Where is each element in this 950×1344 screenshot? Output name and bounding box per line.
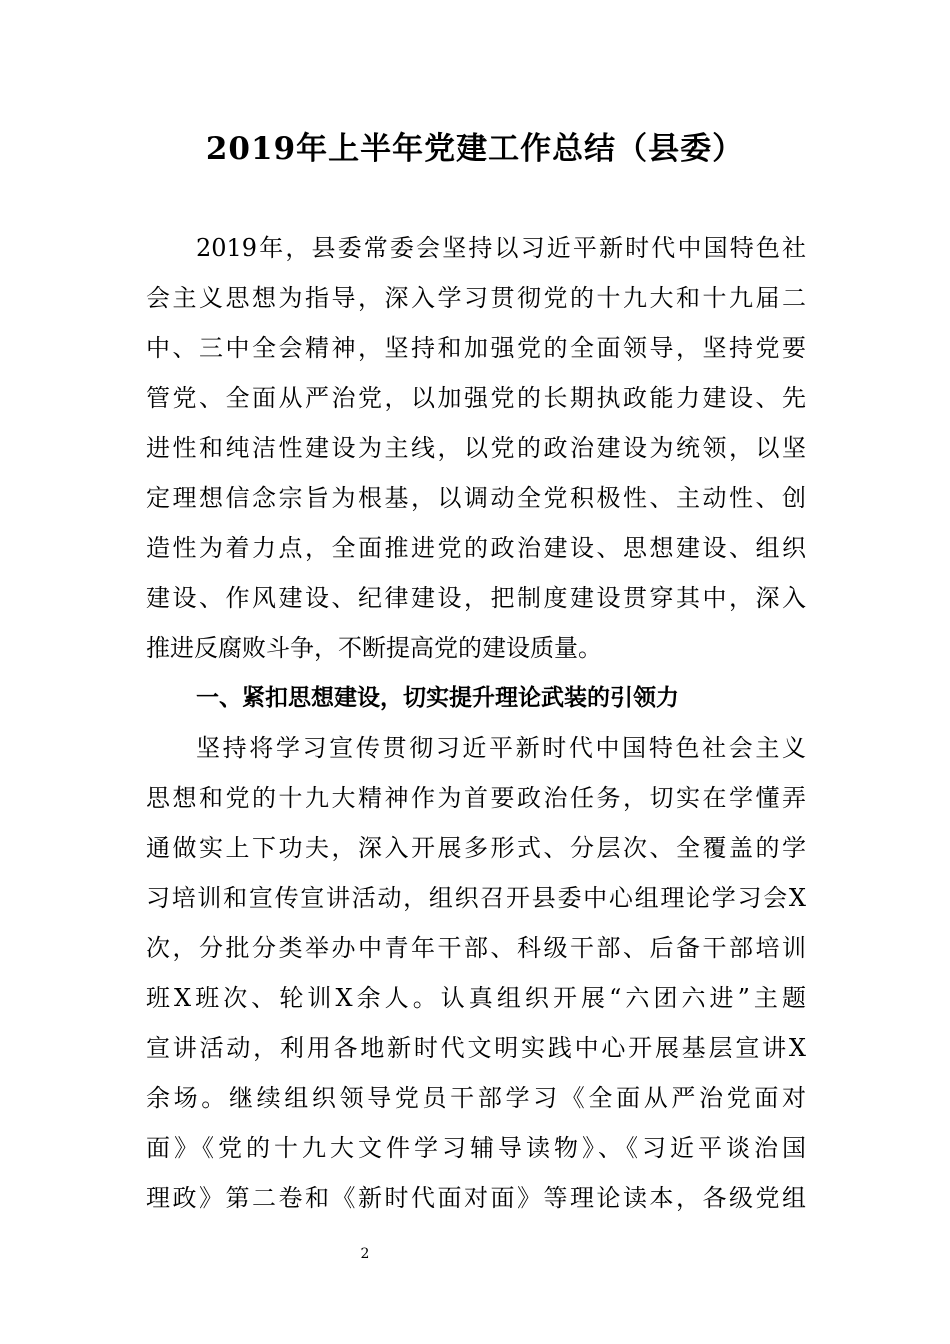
section-heading: 一、紧扣思想建设，切实提升理论武装的引领力 [196, 685, 679, 711]
body-line: 会主义思想为指导，深入学习贯彻党的十九大和十九届二 [146, 284, 806, 312]
body-line: 宣讲活动，利用各地新时代文明实践中心开展基层宣讲X [146, 1034, 806, 1062]
body-line: 思想和党的十九大精神作为首要政治任务，切实在学懂弄 [146, 784, 806, 812]
body-line: 次，分批分类举办中青年干部、科级干部、后备干部培训 [146, 934, 806, 962]
body-line: 班X班次、轮训X余人。认真组织开展“六团六进”主题 [146, 984, 806, 1012]
body-line: 通做实上下功夫，深入开展多形式、分层次、全覆盖的学 [146, 834, 806, 862]
body-line: 建设、作风建设、纪律建设，把制度建设贯穿其中，深入 [146, 584, 806, 612]
body-line: 余场。继续组织领导党员干部学习《全面从严治党面对 [146, 1084, 806, 1112]
body-line: 坚持将学习宣传贯彻习近平新时代中国特色社会主义 [196, 734, 806, 762]
body-line: 管党、全面从严治党，以加强党的长期执政能力建设、先 [146, 384, 806, 412]
page-number: 2 [360, 1246, 370, 1262]
body-line: 中、三中全会精神，坚持和加强党的全面领导，坚持党要 [146, 334, 806, 362]
body-line: 习培训和宣传宣讲活动，组织召开县委中心组理论学习会X [146, 884, 806, 912]
body-line: 推进反腐败斗争，不断提高党的建设质量。 [146, 634, 602, 662]
body-line: 2019年，县委常委会坚持以习近平新时代中国特色社 [196, 234, 806, 262]
body-line: 定理想信念宗旨为根基，以调动全党积极性、主动性、创 [146, 484, 806, 512]
body-line: 进性和纯洁性建设为主线，以党的政治建设为统领，以坚 [146, 434, 806, 462]
document-title: 2019年上半年党建工作总结（县委） [205, 131, 745, 167]
body-line: 理政》第二卷和《新时代面对面》等理论读本，各级党组 [146, 1184, 806, 1212]
body-line: 面》《党的十九大文件学习辅导读物》、《习近平谈治国 [146, 1134, 806, 1162]
body-line: 造性为着力点，全面推进党的政治建设、思想建设、组织 [146, 534, 806, 562]
